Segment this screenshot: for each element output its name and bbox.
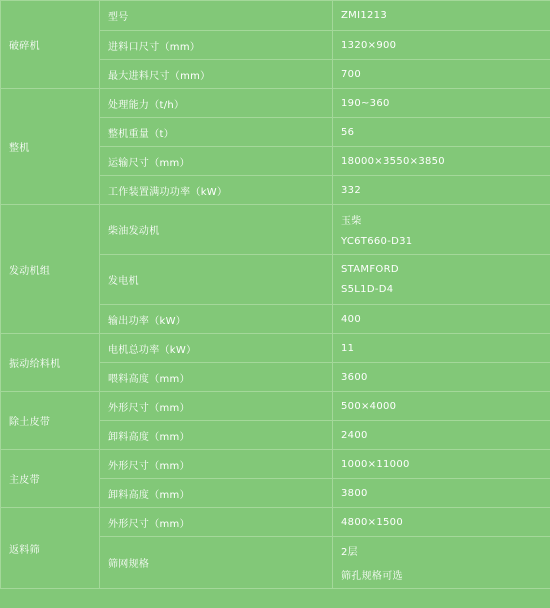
param-label: 型号 (100, 1, 333, 31)
param-value: 332 (333, 176, 550, 205)
group-label: 发动机组 (1, 205, 100, 334)
param-label: 整机重量（t） (100, 118, 333, 147)
param-value: 18000×3550×3850 (333, 147, 550, 176)
param-label: 输出功率（kW） (100, 305, 333, 334)
param-value: 56 (333, 118, 550, 147)
group-label: 主皮带 (1, 450, 100, 508)
param-label: 卸料高度（mm） (100, 479, 333, 508)
param-value: 1000×11000 (333, 450, 550, 479)
param-value: ZMI1213 (333, 1, 550, 31)
param-label: 工作装置满功功率（kW） (100, 176, 333, 205)
param-value: 11 (333, 334, 550, 363)
param-value: 3600 (333, 363, 550, 392)
param-label: 卸料高度（mm） (100, 421, 333, 450)
param-value: 2400 (333, 421, 550, 450)
param-label: 柴油发动机 (100, 205, 333, 255)
table-row (1, 508, 550, 537)
param-label: 电机总功率（kW） (100, 334, 333, 363)
param-label: 处理能力（t/h） (100, 89, 333, 118)
param-label: 最大进料尺寸（mm） (100, 60, 333, 89)
param-value: STAMFORD S5L1D-D4 (333, 255, 550, 305)
param-label: 进料口尺寸（mm） (100, 31, 333, 60)
group-label: 返料筛 (1, 508, 100, 589)
param-value: 4800×1500 (333, 508, 550, 537)
table-row (1, 1, 550, 31)
param-value: 1320×900 (333, 31, 550, 60)
param-value: 3800 (333, 479, 550, 508)
group-label: 除土皮带 (1, 392, 100, 450)
group-label: 破碎机 (1, 1, 100, 89)
param-value: 2层 筛孔规格可选 (333, 537, 550, 589)
param-value: 190~360 (333, 89, 550, 118)
table-row (1, 334, 550, 363)
param-value: 玉柴 YC6T660-D31 (333, 205, 550, 255)
param-label: 运输尺寸（mm） (100, 147, 333, 176)
param-value: 400 (333, 305, 550, 334)
group-label: 整机 (1, 89, 100, 205)
param-label: 喂料高度（mm） (100, 363, 333, 392)
param-label: 外形尺寸（mm） (100, 392, 333, 421)
param-label: 外形尺寸（mm） (100, 508, 333, 537)
table-row (1, 205, 550, 255)
param-label: 外形尺寸（mm） (100, 450, 333, 479)
param-label: 筛网规格 (100, 537, 333, 589)
param-value: 700 (333, 60, 550, 89)
group-label: 振动给料机 (1, 334, 100, 392)
table-row (1, 392, 550, 421)
param-label: 发电机 (100, 255, 333, 305)
table-row (1, 89, 550, 118)
param-value: 500×4000 (333, 392, 550, 421)
table-row (1, 450, 550, 479)
